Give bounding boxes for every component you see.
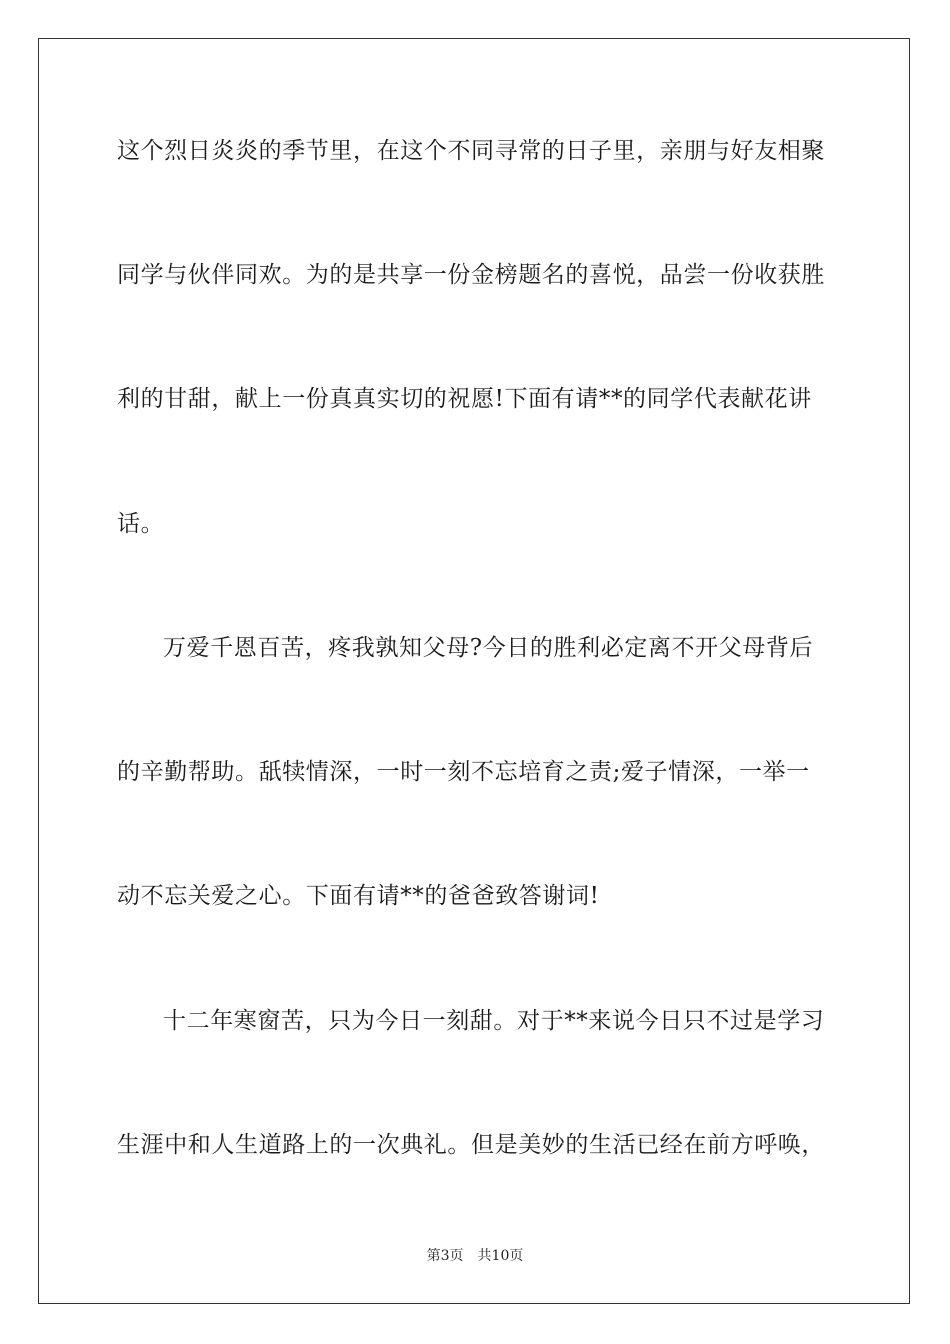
paragraph-2-line-3: 动不忘关爱之心。下面有请**的爸爸致答谢词!	[117, 883, 600, 909]
paragraph-1-line-3: 利的甘甜，献上一份真真实切的祝愿!下面有请**的同学代表献花讲	[117, 386, 812, 412]
page-frame	[38, 38, 910, 1304]
paragraph-3-line-1: 十二年寒窗苦，只为今日一刻甜。对于**来说今日只不过是学习	[163, 1008, 825, 1034]
paragraph-3-line-2: 生涯中和人生道路上的一次典礼。但是美妙的生活已经在前方呼唤，	[117, 1132, 825, 1158]
paragraph-2-line-1: 万爱千恩百苦，疼我孰知父母?今日的胜利必定离不开父母背后	[163, 635, 814, 661]
page-number: 第3页	[426, 1248, 464, 1264]
page-total: 共10页	[477, 1248, 524, 1264]
paragraph-1-line-1: 这个烈日炎炎的季节里，在这个不同寻常的日子里，亲朋与好友相聚	[117, 138, 825, 164]
paragraph-2-line-2: 的辛勤帮助。舐犊情深，一时一刻不忘培育之责;爱子情深，一举一	[117, 759, 810, 785]
paragraph-1-line-2: 同学与伙伴同欢。为的是共享一份金榜题名的喜悦，品尝一份收获胜	[117, 262, 825, 288]
paragraph-1-line-4: 话。	[117, 511, 165, 537]
page-footer	[0, 1246, 950, 1266]
